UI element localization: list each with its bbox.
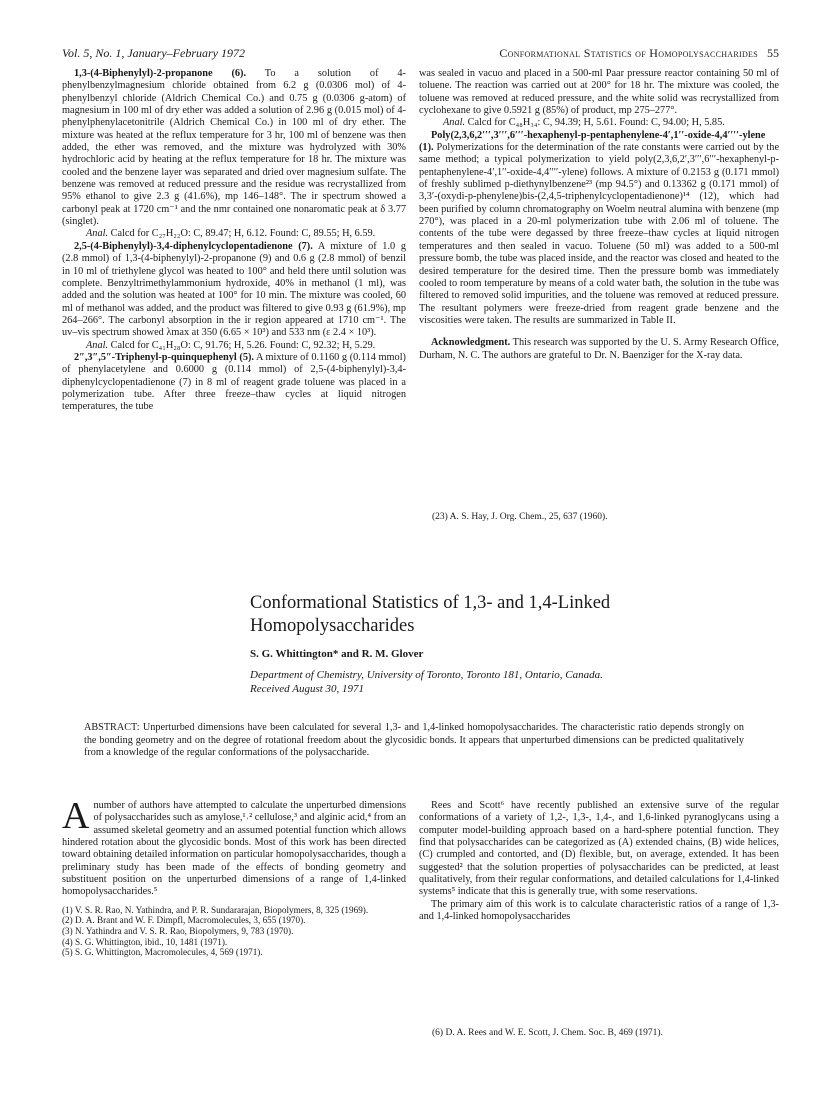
- intro-paragraph: [62, 795, 406, 899]
- footnote-references: [62, 905, 406, 958]
- reference-3: (3) N. Yathindra and V. S. R. Rao, Biopolymers, 9, 783 (1970).: [62, 925, 294, 936]
- article-title-line-1: Conformational Statistics of 1,3- and 1,4-Linked: [250, 593, 611, 613]
- body-paragraph-rees-scott: Rees and Scott⁶ have recently published an extensive surve of the regular conformations of a variety of 1,2-, 1,3-, 1,4-, and 1,6-linked pyranoglycans using a computer model-building approach based on a hard-sphere potential function. They find that polysaccharides can be categorized as (A) extended chains, (B) wide helices, (C) crumpled and contorted, and (D) flexible, but, on average, extended. It has been suggested² that the solution properties of polysaccharides can be predicted, at least qualitatively, from their regular conformations, and detailed calculations for 1,4-linked systems⁵ indicate that this is generally true, with some reservations.: [419, 800, 779, 898]
- analysis-label: Anal.: [86, 228, 109, 240]
- analysis-text: Calcd for C₄₈H₃₄: C, 94.39; H, 5.61. Found: C, 94.00; H, 5.85.: [467, 117, 725, 129]
- polymer-1-heading: Poly(2,3,6,2′′′,3′′′,6′′′-hexaphenyl-p-pentaphenylene-4′,1′′-oxide-4,4′′′′-ylene (1).: [419, 129, 766, 154]
- paragraph-polymer-1: [419, 130, 779, 328]
- running-header-left: Vol. 5, No. 1, January–February 1972: [62, 46, 245, 60]
- paragraph-acknowledgment: [419, 337, 779, 362]
- article-title: [250, 592, 750, 638]
- paragraph-compound-6: [62, 68, 406, 228]
- abstract-text: Unperturbed dimensions have been calculated for several 1,3- and 1,4-linked homopolysaccharides. The characteristic ratio depends strongly on the bonding geometry and on the degree of rotational freedom about the glycosidic bonds. It appears that unperturbed dimensions can be predicted qualitatively from a knowledge of the regular conformations of the polysaccharide.: [84, 722, 744, 758]
- reference-23: (23) A. S. Hay, J. Org. Chem., 25, 637 (1960).: [432, 512, 608, 522]
- paragraph-continued: was sealed in vacuo and placed in a 500-ml Paar pressure reactor containing 50 ml of toluene. The reaction was carried out at 200° for 18 hr. The mixture was cooled, the toluene was removed at reduced pressure, and the white solid was recrystallized from cyclohexane to give 0.5921 g (85%) of product, mp 275–277°.: [419, 68, 779, 117]
- left-column: [62, 68, 406, 414]
- compound-6-heading: 1,3-(4-Biphenylyl)-2-propanone (6).: [74, 68, 247, 79]
- compound-7-heading: 2,5-(4-Biphenylyl)-3,4-diphenylcyclopentadienone (7).: [74, 240, 313, 252]
- running-header-title: Conformational Statistics of Homopolysaccharides: [499, 46, 758, 60]
- compound-7-text: A mixture of 1.0 g (2.8 mmol) of 1,3-(4-biphenylyl)-2-propanone (9) and 0.6 g (2.8 mmol) of benzil in 10 ml of triethylene glycol was heated to 100° and held there until solution was complete. Benzyltrimethylammonium hydroxide, 40% in methanol (1 ml), was added and the solution was heated at 100° for 10 min. The mixture was cooled, 60 ml of methanol was added, and the product was filtered to give 0.93 g (61.9%), mp 264–266°. The carbonyl absorption in the ir region appeared at 1710 cm⁻¹. The uv–vis spectrum showed λmax at 350 (6.65 × 10³) and 533 nm (ε 2.4 × 10³).: [62, 240, 406, 339]
- received-date: Received August 30, 1971: [250, 683, 365, 695]
- reference-1: (1) V. S. R. Rao, N. Yathindra, and P. R. Sundararajan, Biopolymers, 8, 325 (1969).: [62, 904, 369, 915]
- drop-cap: A: [62, 795, 90, 837]
- analysis-label: Anal.: [86, 339, 109, 351]
- body-right-column: [419, 800, 779, 923]
- reference-5: (5) S. G. Whittington, Macromolecules, 4, 569 (1971).: [62, 947, 263, 958]
- polymer-1-text: Polymerizations for the determination of the rate constants were carried out by the same method; a typical polymerization to yield poly(2,3,6,2′,3′′′,6′′′-hexaphenyl-p-pentaphenylene-4′,1′′-oxide-4,4′′′′-ylene) follows. A mixture of 0.2153 g (0.171 mmol) of freshly sublimed p-diethynylbenzene²³ (mp 94.5°) and 0.13362 g (0.171 mmol) of 3,3′-(oxydi-p-phenylene)bis-(2,4,5-triphenylcyclopentadienone)¹⁴ (12), which had been purified by column chromatography on Woelm neutral alumina with benzene (mp 270°), was placed in a 20-ml polymerization tube with 2.06 ml of toluene. The contents of the tube were degassed by three freeze–thaw cycles at liquid nitrogen temperatures and then sealed in vacuo. Toluene (50 ml) was added to a 500-ml pressure bomb, the tube was placed inside, and the reactor was closed and heated to the desired temperature for the desired time. Then the pressure bomb was immediately cooled to room temperature by means of a cold water bath, the solution in the tube was filtered to removed solid impurities, and the toluene was removed at reduced pressure. The resultant polymers were freeze-dried from reagent grade benzene and the viscosities were taken. The results are summarized in Table II.: [419, 142, 780, 326]
- paragraph-compound-7-analysis: [62, 340, 406, 352]
- article-title-line-2: Homopolysaccharides: [250, 616, 415, 636]
- analysis-label: Anal.: [443, 117, 466, 129]
- affiliation-block: [250, 668, 770, 696]
- compound-5-heading: 2″,3″,5″-Triphenyl-p-quinquephenyl (5).: [74, 351, 254, 363]
- analysis-text: Calcd for C₂₇H₂₂O: C, 89.47; H, 6.12. Found: C, 89.55; H, 6.59.: [110, 228, 376, 240]
- analysis-text: Calcd for C₄₁H₂₈O: C, 91.76; H, 5.26. Found: C, 92.32; H, 5.29.: [110, 339, 376, 351]
- body-paragraph-primary-aim: The primary aim of this work is to calculate characteristic ratios of a range of 1,3- and 1,4-linked homopolysaccharides: [419, 898, 779, 923]
- body-left-column: [62, 795, 406, 958]
- paragraph-compound-5-analysis: [419, 117, 779, 129]
- right-column: [419, 68, 779, 362]
- acknowledgment-heading: Acknowledgment.: [431, 337, 511, 349]
- compound-5-text: A mixture of 0.1160 g (0.114 mmol) of phenylacetylene and 0.6000 g (0.114 mmol) of 2,5-(4-biphenylyl)-3,4-diphenylcyclopentadienone (7) in 8 ml of reagent grade toluene was placed in a polymerization tube. After three freeze–thaw cycles at liquid nitrogen temperatures, the tube: [62, 351, 406, 413]
- acknowledgment-text: This research was supported by the U. S. Army Research Office, Durham, N. C. The authors are grateful to Dr. N. Baenziger for the X-ray data.: [419, 337, 779, 361]
- paragraph-compound-7: [62, 241, 406, 340]
- compound-6-text: To a solution of 4-phenylbenzylmagnesium chloride obtained from 6.2 g (0.0306 mol) of 4-phenylbenzyl chloride (Aldrich Chemical Co.) and 0.75 g (0.0306 g-atom) of magnesium in 100 ml of dry ether was added a solution of 2.96 g (0.015 mol) of 4-phenylphenylacetonitrile (Aldrich Chemical Co.) in 100 ml of dry ether. The mixture was heated at the reflux temperature for 3 hr, 100 ml of benzene was then added, the ether was removed, and the mixture was hydrolyzed with 30% hydrochloric acid by heating at the reflux temperature for 18 hr. The mixture was cooled and the benzene layer was separated and dried over magnesium sulfate. The benzene was removed at reduced pressure and the residue was recrystallized from 95% ethanol to give 2.3 g (41.6%), mp 146–148°. The ir spectrum showed a carbonyl peak at 1720 cm⁻¹ and the nmr contained one nonaromatic peak at δ 3.77 (singlet).: [62, 68, 406, 228]
- running-header-right: [419, 46, 779, 61]
- paragraph-compound-5: [62, 352, 406, 414]
- affiliation: Department of Chemistry, University of Toronto, Toronto 181, Ontario, Canada.: [250, 669, 603, 681]
- abstract: [84, 722, 744, 760]
- intro-text: number of authors have attempted to calculate the unperturbed dimensions of polysaccharides such as amylose,¹˒² cellulose,³ and alginic acid,⁴ from an assumed skeletal geometry and an assumed potential function which allows hindered rotation about the glycosidic bonds. Most of this work has been directed toward obtaining detailed information on particular homopolysaccharides, though a preliminary study has been made of the effects of bonding geometry and substituent position on the unperturbed dimensions of a range of 1,4-linked homopolysaccharides.⁵: [62, 800, 406, 898]
- reference-6: (6) D. A. Rees and W. E. Scott, J. Chem. Soc. B, 469 (1971).: [432, 1028, 663, 1038]
- page-number: 55: [767, 46, 779, 60]
- paragraph-compound-6-analysis: [62, 228, 406, 240]
- reference-2: (2) D. A. Brant and W. F. Dimpfl, Macromolecules, 3, 655 (1970).: [62, 915, 306, 926]
- authors: S. G. Whittington* and R. M. Glover: [250, 648, 424, 660]
- abstract-label: ABSTRACT:: [84, 722, 140, 733]
- reference-4: (4) S. G. Whittington, ibid., 10, 1481 (1971).: [62, 936, 228, 947]
